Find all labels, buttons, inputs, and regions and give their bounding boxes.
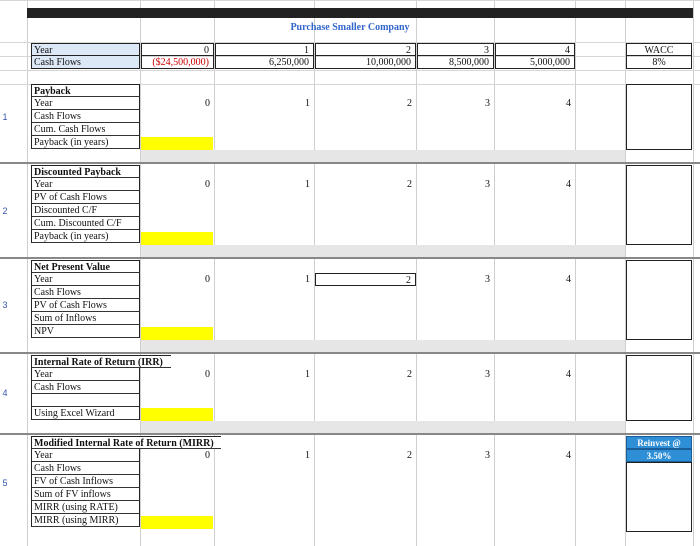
mirr-sum-label[interactable]: Sum of FV inflows bbox=[31, 488, 140, 501]
year-header-label[interactable]: Year bbox=[31, 43, 140, 56]
irr-year-3[interactable]: 3 bbox=[485, 369, 490, 380]
mirr-year-0[interactable]: 0 bbox=[205, 450, 210, 461]
irr-year-1[interactable]: 1 bbox=[305, 369, 310, 380]
npv-title[interactable]: Net Present Value bbox=[31, 260, 140, 273]
npv-year-0[interactable]: 0 bbox=[205, 274, 210, 285]
section-separator bbox=[0, 162, 700, 164]
row-number: 1 bbox=[2, 112, 8, 122]
year-2[interactable]: 2 bbox=[315, 43, 416, 56]
npv-wacc-box bbox=[626, 260, 692, 340]
irr-title[interactable]: Internal Rate of Return (IRR) bbox=[31, 355, 171, 368]
mirr-year-1[interactable]: 1 bbox=[305, 450, 310, 461]
row-number: 3 bbox=[2, 300, 8, 310]
mirr-year-label[interactable]: Year bbox=[31, 449, 140, 462]
payback-year-2[interactable]: 2 bbox=[407, 98, 412, 109]
payback-wacc-box bbox=[626, 84, 692, 150]
section-separator bbox=[0, 257, 700, 259]
mirr-wacc-box bbox=[626, 462, 692, 532]
reinvest-value[interactable]: 3.50% bbox=[626, 449, 692, 462]
npv-cf-label[interactable]: Cash Flows bbox=[31, 286, 140, 299]
year-4[interactable]: 4 bbox=[495, 43, 575, 56]
payback-spacer bbox=[141, 150, 625, 162]
year-1[interactable]: 1 bbox=[215, 43, 314, 56]
payback-result-cell[interactable] bbox=[141, 137, 213, 150]
payback-title[interactable]: Payback bbox=[31, 84, 140, 97]
irr-result-cell[interactable] bbox=[141, 408, 213, 421]
row-number: 4 bbox=[2, 388, 8, 398]
mirr-cf-label[interactable]: Cash Flows bbox=[31, 462, 140, 475]
row-number: 2 bbox=[2, 206, 8, 216]
payback-year-label[interactable]: Year bbox=[31, 97, 140, 110]
sheet-title: Purchase Smaller Company bbox=[290, 22, 410, 33]
discounted-title[interactable]: Discounted Payback bbox=[31, 165, 140, 178]
discounted-year-1[interactable]: 1 bbox=[305, 179, 310, 190]
discounted-years-label[interactable]: Payback (in years) bbox=[31, 230, 140, 243]
cf-header-label[interactable]: Cash Flows bbox=[31, 56, 140, 69]
mirr-rate-label[interactable]: MIRR (using RATE) bbox=[31, 501, 140, 514]
wacc-label[interactable]: WACC bbox=[626, 43, 692, 56]
cf-1[interactable]: 6,250,000 bbox=[215, 56, 314, 69]
cf-0[interactable]: ($24,500,000) bbox=[141, 56, 214, 69]
irr-wacc-box bbox=[626, 355, 692, 421]
row-number: 5 bbox=[2, 478, 8, 488]
payback-year-3[interactable]: 3 bbox=[485, 98, 490, 109]
npv-year-2[interactable]: 2 bbox=[315, 273, 416, 286]
section-separator bbox=[0, 352, 700, 354]
npv-pv-label[interactable]: PV of Cash Flows bbox=[31, 299, 140, 312]
irr-spacer bbox=[141, 421, 625, 433]
reinvest-label[interactable]: Reinvest @ bbox=[626, 436, 692, 449]
discounted-year-3[interactable]: 3 bbox=[485, 179, 490, 190]
npv-npv-label[interactable]: NPV bbox=[31, 325, 140, 338]
payback-cum-label[interactable]: Cum. Cash Flows bbox=[31, 123, 140, 136]
discounted-wacc-box bbox=[626, 165, 692, 245]
mirr-year-2[interactable]: 2 bbox=[407, 450, 412, 461]
irr-wizard-label[interactable]: Using Excel Wizard bbox=[31, 407, 140, 420]
cf-4[interactable]: 5,000,000 bbox=[495, 56, 575, 69]
cf-2[interactable]: 10,000,000 bbox=[315, 56, 416, 69]
cf-3[interactable]: 8,500,000 bbox=[417, 56, 494, 69]
npv-spacer bbox=[141, 340, 625, 352]
mirr-fv-label[interactable]: FV of Cash Inflows bbox=[31, 475, 140, 488]
mirr-result-cell[interactable] bbox=[141, 516, 213, 529]
discounted-year-label[interactable]: Year bbox=[31, 178, 140, 191]
payback-year-4[interactable]: 4 bbox=[566, 98, 571, 109]
discounted-year-2[interactable]: 2 bbox=[407, 179, 412, 190]
npv-year-1[interactable]: 1 bbox=[305, 274, 310, 285]
top-border-band bbox=[27, 8, 693, 18]
mirr-year-4[interactable]: 4 bbox=[566, 450, 571, 461]
year-3[interactable]: 3 bbox=[417, 43, 494, 56]
discounted-year-0[interactable]: 0 bbox=[205, 179, 210, 190]
discounted-result-cell[interactable] bbox=[141, 232, 213, 245]
discounted-cum-label[interactable]: Cum. Discounted C/F bbox=[31, 217, 140, 230]
payback-year-1[interactable]: 1 bbox=[305, 98, 310, 109]
npv-result-cell[interactable] bbox=[141, 327, 213, 340]
discounted-pv-label[interactable]: PV of Cash Flows bbox=[31, 191, 140, 204]
irr-year-0[interactable]: 0 bbox=[205, 369, 210, 380]
section-separator bbox=[0, 433, 700, 435]
payback-years-label[interactable]: Payback (in years) bbox=[31, 136, 140, 149]
year-0[interactable]: 0 bbox=[141, 43, 214, 56]
npv-sum-label[interactable]: Sum of Inflows bbox=[31, 312, 140, 325]
npv-year-label[interactable]: Year bbox=[31, 273, 140, 286]
mirr-mirr-label[interactable]: MIRR (using MIRR) bbox=[31, 514, 140, 527]
wacc-value[interactable]: 8% bbox=[626, 56, 692, 69]
irr-year-4[interactable]: 4 bbox=[566, 369, 571, 380]
discounted-year-4[interactable]: 4 bbox=[566, 179, 571, 190]
payback-year-0[interactable]: 0 bbox=[205, 98, 210, 109]
payback-cf-label[interactable]: Cash Flows bbox=[31, 110, 140, 123]
irr-blank-row[interactable] bbox=[31, 394, 140, 407]
mirr-year-3[interactable]: 3 bbox=[485, 450, 490, 461]
irr-year-label[interactable]: Year bbox=[31, 368, 140, 381]
npv-year-4[interactable]: 4 bbox=[566, 274, 571, 285]
discounted-spacer bbox=[141, 245, 625, 257]
irr-cf-label[interactable]: Cash Flows bbox=[31, 381, 140, 394]
mirr-title[interactable]: Modified Internal Rate of Return (MIRR) bbox=[31, 436, 221, 449]
irr-year-2[interactable]: 2 bbox=[407, 369, 412, 380]
npv-year-3[interactable]: 3 bbox=[485, 274, 490, 285]
discounted-cf-label[interactable]: Discounted C/F bbox=[31, 204, 140, 217]
